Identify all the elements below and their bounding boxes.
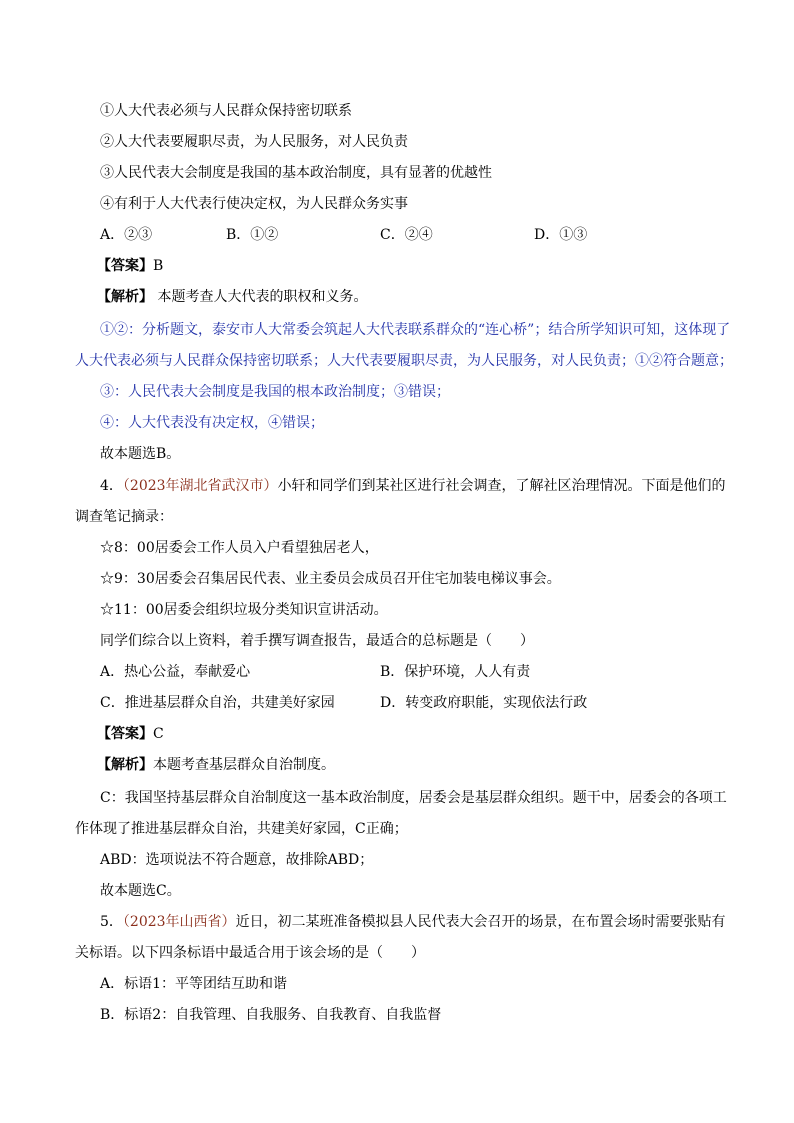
analysis-label: 【解析】 xyxy=(97,757,153,773)
option-d: D．①③ xyxy=(534,227,588,243)
analysis-paragraph-1-line-1: ①②：分析题文，泰安市人大常委会筑起人大代表联系群众的“连心桥”；结合所学知识可知，这体现了 xyxy=(100,322,731,338)
survey-note-3: ☆11：00居委会组织垃圾分类知识宣讲活动。 xyxy=(100,602,388,618)
question-4-prompt: 同学们综合以上资料，着手撰写调查报告，最适合的总标题是（ ） xyxy=(100,633,534,649)
stem-text: 小轩和同学们到某社区进行社会调查，了解社区治理情况。下面是他们的 xyxy=(277,478,726,494)
question-source: （2023年湖北省武汉市） xyxy=(122,478,278,494)
question-source: （2023年山西省） xyxy=(122,914,236,930)
question-5-stem-line-1 xyxy=(100,912,726,932)
option-a: A．②③ xyxy=(100,227,153,243)
analysis-intro: 本题考查基层群众自治制度。 xyxy=(153,757,335,773)
statement-2: ②人大代表要履职尽责，为人民服务，对人民负责 xyxy=(100,134,408,150)
stem-text: 近日，初二某班准备模拟县人民代表大会召开的场景，在布置会场时需要张贴有 xyxy=(235,914,726,930)
analysis-paragraph-1-line-1: C：我国坚持基层群众自治制度这一基本政治制度，居委会是基层群众组织。题干中，居委会的各项工 xyxy=(100,790,727,806)
analysis-q4 xyxy=(97,755,335,775)
statement-3: ③人民代表大会制度是我国的基本政治制度，具有显著的优越性 xyxy=(100,165,492,181)
conclusion-q3: 故本题选B。 xyxy=(100,446,181,462)
option-d: D．转变政府职能，实现依法行政 xyxy=(380,695,588,711)
option-b: B．①② xyxy=(226,227,279,243)
statement-1: ①人大代表必须与人民群众保持密切联系 xyxy=(100,103,352,119)
analysis-paragraph-2: ③：人民代表大会制度是我国的根本政治制度；③错误； xyxy=(100,384,450,400)
question-4-stem-line-2: 调查笔记摘录： xyxy=(75,509,173,525)
analysis-label: 【解析】 xyxy=(97,289,153,305)
answer-value: C xyxy=(153,726,164,742)
statement-4: ④有利于人大代表行使决定权，为人民群众务实事 xyxy=(100,196,408,212)
analysis-q3 xyxy=(97,287,367,307)
analysis-paragraph-1-line-2: 作体现了推进基层群众自治，共建美好家园，C正确； xyxy=(75,821,408,837)
question-4-stem-line-1 xyxy=(100,476,726,496)
option-a: A．热心公益，奉献爱心 xyxy=(100,664,251,680)
option-b: B．标语2：自我管理、自我服务、自我教育、自我监督 xyxy=(100,1007,442,1023)
analysis-paragraph-1-line-2: 人大代表必须与人民群众保持密切联系；人大代表要履职尽责，为人民服务，对人民负责；①②符合题意； xyxy=(75,353,733,369)
question-number: 5． xyxy=(100,914,123,930)
answer-value: B xyxy=(153,258,164,274)
option-c: C．推进基层群众自治，共建美好家园 xyxy=(100,695,335,711)
survey-note-2: ☆9：30居委会召集居民代表、业主委员会成员召开住宅加装电梯议事会。 xyxy=(100,571,561,587)
analysis-intro: 本题考查人大代表的职权和义务。 xyxy=(153,289,368,305)
option-c: C．②④ xyxy=(380,227,433,243)
answer-q3 xyxy=(97,256,163,276)
question-number: 4． xyxy=(100,478,123,494)
answer-label: 【答案】 xyxy=(97,258,153,274)
analysis-paragraph-3: ④：人大代表没有决定权，④错误； xyxy=(100,415,324,431)
answer-q4 xyxy=(97,724,164,744)
option-b: B．保护环境，人人有责 xyxy=(380,664,531,680)
question-5-stem-line-2: 关标语。以下四条标语中最适合用于该会场的是（ ） xyxy=(75,945,425,961)
conclusion-q4: 故本题选C。 xyxy=(100,883,181,899)
analysis-paragraph-2: ABD：选项说法不符合题意，故排除ABD； xyxy=(100,852,374,868)
answer-label: 【答案】 xyxy=(97,726,153,742)
survey-note-1: ☆8：00居委会工作人员入户看望独居老人， xyxy=(100,540,379,556)
option-a: A．标语1：平等团结互助和谐 xyxy=(100,976,288,992)
